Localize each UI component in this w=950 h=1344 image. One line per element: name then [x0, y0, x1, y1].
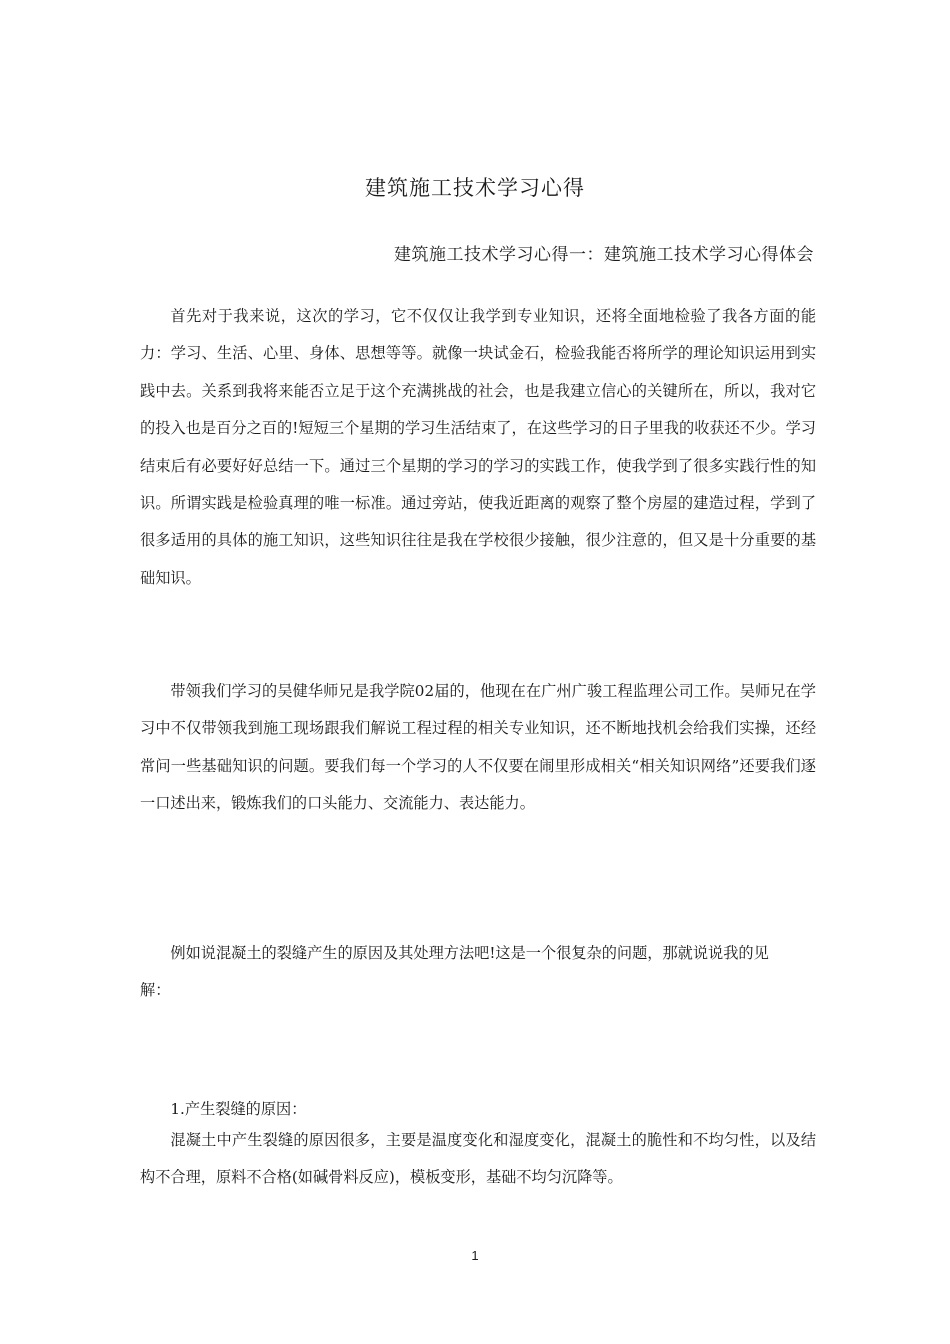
document-title: 建筑施工技术学习心得 [365, 176, 585, 200]
document-subtitle: 建筑施工技术学习心得一：建筑施工技术学习心得体会 [394, 245, 814, 265]
paragraph-3: 例如说混凝土的裂缝产生的原因及其处理方法吧!这是一个很复杂的问题，那就说说我的见解： [140, 944, 769, 1000]
paragraph-1: 首先对于我来说，这次的学习，它不仅仅让我学到专业知识，还将全面地检验了我各方面的能力：学习、生活、心里、身体、思想等等。就像一块试金石，检验我能否将所学的理论知识运用到实践中去。关系到我将来能否立足于这个充满挑战的社会，也是我建立信心的关键所在，所以，我对它的投入也是百分之百的!短短三个星期的学习生活结束了，在这些学习的日子里我的收获还不少。学习结束后有必要好好总结一下。通过三个星期的学习的学习的实践工作，使我学到了很多实践行性的知识。所谓实践是检验真理的唯一标准。通过旁站，使我近距离的观察了整个房屋的建造过程，学到了很多适用的具体的施工知识，这些知识往往是我在学校很少接触，很少注意的，但又是十分重要的基础知识。 [140, 307, 816, 587]
page-number: 1 [471, 1248, 479, 1263]
paragraph-4: 混凝土中产生裂缝的原因很多，主要是温度变化和湿度变化，混凝土的脆性和不均匀性，以及结构不合理，原料不合格(如碱骨料反应)，模板变形，基础不均匀沉降等。 [140, 1131, 816, 1187]
paragraph-2: 带领我们学习的吴健华师兄是我学院02届的，他现在在广州广骏工程监理公司工作。吴师兄在学习中不仅带领我到施工现场跟我们解说工程过程的相关专业知识，还不断地找机会给我们实操，还经常问一些基础知识的问题。要我们每一个学习的人不仅要在闹里形成相关“相关知识网络”还要我们逐一口述出来，锻炼我们的口头能力、交流能力、表达能力。 [140, 682, 816, 813]
section-heading-crack-causes: 1.产生裂缝的原因： [170, 1100, 307, 1118]
